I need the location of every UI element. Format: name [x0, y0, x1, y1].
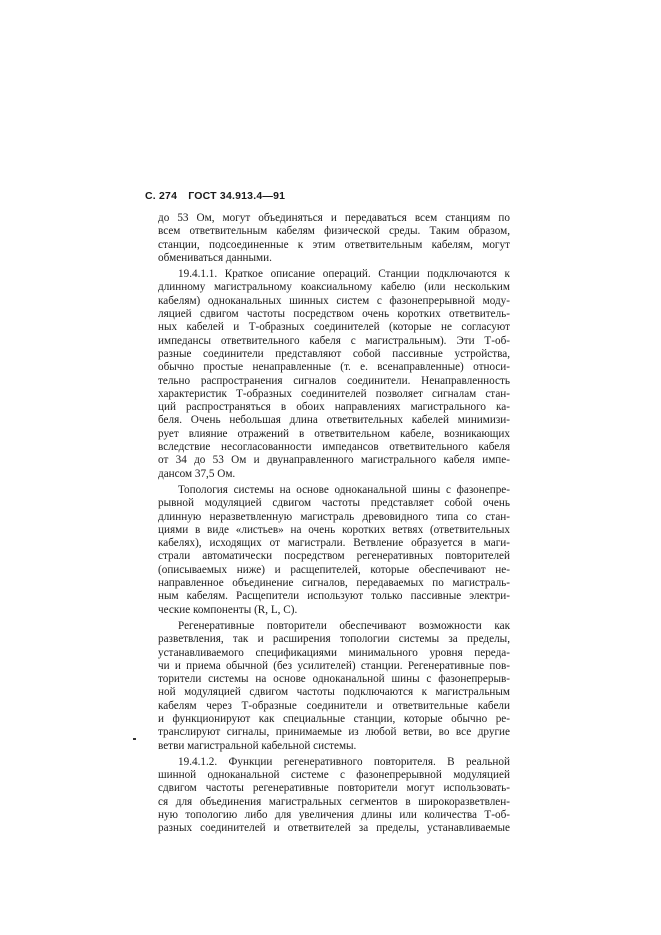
section-19-4-1-1-heading-line: 19.4.1.1. Краткое описание операций. Станции подключаются к	[178, 268, 510, 281]
text-line: характеристик Т-образных соединителей позволяет сигналам стан-	[158, 387, 510, 400]
margin-mark	[133, 738, 136, 740]
text-line: транслируют сигналы, принимаемые из любой ветви, во все другие	[158, 726, 510, 739]
text-line: ческие компоненты (R, L, C).	[158, 603, 298, 616]
text-line: вследствие несогласованности импедансов ответвительного кабеля	[158, 441, 510, 454]
text-line: ций распространяться в обоих направлениях магистрального ка-	[158, 401, 510, 414]
text-line: (описываемых ниже) и расщепителей, которые обеспечивают не-	[158, 563, 510, 576]
text-line: рывной модуляцией сдвигом частоты представляет собой очень	[158, 497, 510, 510]
text-line: разных соединителей и ответвителей за пределы, устанавливаемые	[158, 822, 510, 835]
text-line: ляцией сдвигом частоты посредством очень коротких ответвитель-	[158, 308, 510, 321]
text-line: ся для объединения магистральных сегментов в широкоразветвлен-	[158, 795, 510, 808]
text-line: всем ответвительным кабелям физической среды. Таким образом,	[158, 225, 510, 238]
text-line: тельно распространения сигналов соединители. Ненаправленность	[158, 374, 510, 387]
text-line: сдвигом частоты регенеративные повторители могут использовать-	[158, 782, 510, 795]
text-line: от 34 до 53 Ом и двунаправленного магистрального кабеля импе-	[158, 454, 510, 467]
text-line: импедансы ответвительного кабеля с магистральным). Эти Т-об-	[158, 334, 510, 347]
text-line: до 53 Ом, могут объединяться и передаваться всем станциям по	[158, 212, 510, 224]
text-line: устанавливаемого спецификациями минимального уровня переда-	[158, 646, 510, 659]
text-line: дансом 37,5 Ом.	[158, 467, 236, 480]
text-line: чи и приема обычной (без усилителей) станции. Регенеративные пов-	[158, 659, 510, 672]
text-line: обычно простые ненаправленные (т. е. всенаправленные) относи-	[158, 361, 510, 374]
text-line: станции, подсоединенные к этим ответвительным кабелям, могут	[158, 238, 510, 251]
text-line: ную топологию либо для увеличения длины или количества Т-об-	[158, 809, 510, 822]
text-line: торители системы на основе одноканальной шины с фазонепрерыв-	[158, 673, 510, 686]
text-line: ветви магистральной кабельной системы.	[158, 739, 357, 752]
text-line: ных кабелей и Т-образных соединителей (которые не согласуют	[158, 321, 510, 334]
text-line: обмениваться данными.	[158, 251, 272, 264]
body-text	[158, 212, 510, 836]
text-line: и функционируют как специальные станции, которые обычно ре-	[158, 712, 510, 725]
text-line: рует влияние отражений в ответвительном кабеле, возникающих	[158, 427, 510, 440]
text-line: Топология системы на основе одноканальной шины с фазонепре-	[178, 483, 510, 496]
page-number: С. 274	[145, 190, 178, 202]
text-line: кабелям через Т-образные соединители и ответвительные кабели	[158, 699, 510, 712]
text-line: направленное объединение сигналов, передаваемых по магистраль-	[158, 577, 510, 590]
text-line: кабелям) одноканальных шинных систем с фазонепрерывной моду-	[158, 294, 510, 307]
document-code: ГОСТ 34.913.4—91	[188, 190, 286, 202]
text-line: Регенеративные повторители обеспечивают возможности как	[178, 619, 510, 632]
text-line: ным кабелям. Расщепители используют только пассивные электри-	[158, 590, 510, 603]
text-line: кабелях), исходящих от магистрали. Ветвление образуется в маги-	[158, 537, 510, 550]
page-header	[145, 190, 285, 202]
text-line: длинную неразветвленную магистраль древовидного типа со стан-	[158, 510, 510, 523]
text-line: длинному магистральному коаксиальному кабелю (или нескольким	[158, 281, 510, 294]
section-19-4-1-2-heading-line: 19.4.1.2. Функции регенеративного повторителя. В реальной	[178, 755, 510, 768]
text-line: шинной одноканальной системе с фазонепрерывной модуляцией	[158, 769, 510, 782]
text-line: страли автоматически посредством регенеративных повторителей	[158, 550, 510, 563]
text-line: беля. Очень небольшая длина ответвительных кабелей минимизи-	[158, 414, 510, 427]
text-line: циями в виде «листьев» на очень коротких ветвях (ответвительных	[158, 523, 510, 536]
text-line: разветвления, так и расширения топологии системы за пределы,	[158, 633, 510, 646]
text-line: ной модуляцией сдвигом частоты подключаются к магистральным	[158, 686, 510, 699]
text-line: разные соединители представляют собой пассивные устройства,	[158, 347, 510, 360]
